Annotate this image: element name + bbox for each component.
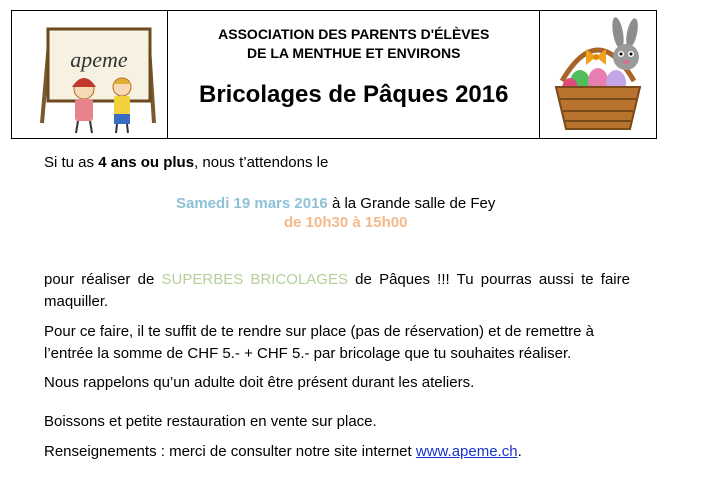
hours-line bbox=[284, 212, 484, 234]
para1-prefix: pour réaliser de bbox=[44, 271, 162, 288]
intro-line bbox=[44, 152, 630, 174]
website-link[interactable]: www.apeme.ch bbox=[415, 443, 518, 460]
association-line-1: ASSOCIATION DES PARENTS D'ÉLÈVES bbox=[218, 26, 490, 42]
paragraph-refreshments: Boissons et petite restauration en vente sur place. bbox=[44, 413, 377, 430]
paragraph-bricolages bbox=[44, 269, 630, 313]
info-suffix: . bbox=[517, 443, 522, 460]
basket-cell bbox=[540, 11, 656, 138]
association-line-2: DE LA MENTHUE ET ENVIRONS bbox=[247, 45, 461, 61]
logo-cell bbox=[12, 11, 168, 138]
para1-suffix: de Pâques !!! Tu pourras aussi te faire maquiller. bbox=[44, 271, 630, 310]
intro-prefix: Si tu as bbox=[44, 154, 99, 171]
easter-basket-icon bbox=[540, 11, 655, 139]
age-requirement: 4 ans ou plus bbox=[98, 154, 195, 171]
title-cell bbox=[168, 11, 540, 138]
paragraph-info bbox=[44, 441, 630, 463]
event-date: Samedi 19 mars 2016 bbox=[176, 195, 328, 212]
intro-suffix: , nous t’attendons le bbox=[194, 154, 329, 171]
logo-text: apeme bbox=[70, 47, 128, 72]
event-title: Bricolages de Pâques 2016 bbox=[198, 81, 509, 108]
event-hours: de 10h30 à 15h00 bbox=[284, 214, 408, 231]
superbes-bricolages: SUPERBES BRICOLAGES bbox=[161, 271, 348, 288]
apeme-logo bbox=[12, 11, 168, 139]
info-prefix: Renseignements : merci de consulter notre site internet bbox=[44, 443, 416, 460]
header-table bbox=[11, 10, 657, 139]
paragraph-payment: Pour ce faire, il te suffit de te rendre sur place (pas de réservation) et de remettre à l’entrée la somme de CHF 5.- + CHF 5.- par bricolage que tu souhaites réaliser. bbox=[44, 323, 594, 362]
event-place: à la Grande salle de Fey bbox=[327, 195, 496, 212]
association-name bbox=[168, 25, 539, 63]
paragraph-adult: Nous rappelons qu’un adulte doit être présent durant les ateliers. bbox=[44, 374, 475, 391]
